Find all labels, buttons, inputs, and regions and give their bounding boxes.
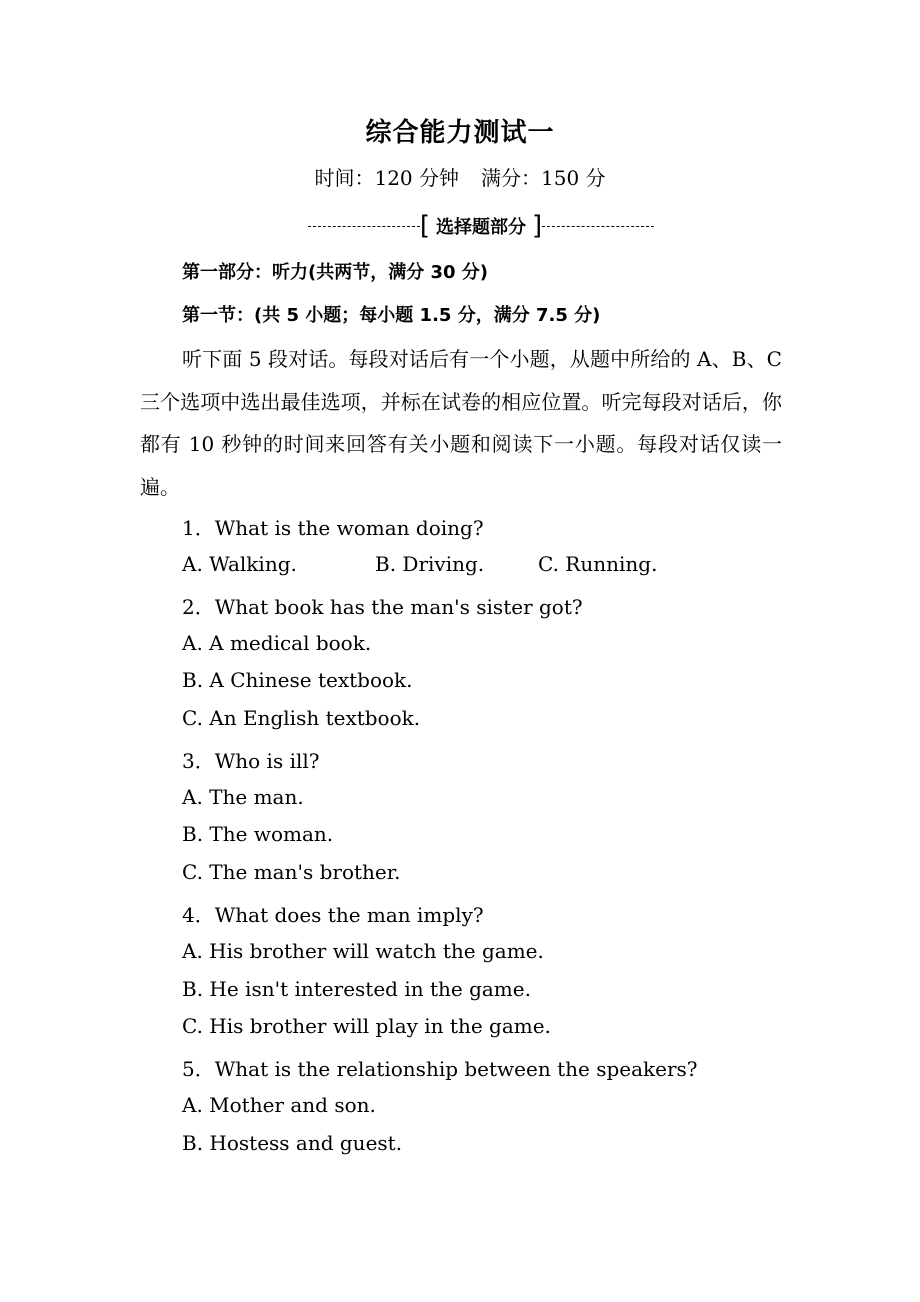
option-a: A. His brother will watch the game. xyxy=(182,939,544,963)
section-banner-label: 选择题部分 xyxy=(436,217,526,238)
question-stem: 1．What is the woman doing? xyxy=(182,516,484,540)
option-c: C. Running. xyxy=(538,552,658,576)
option-b: B. Driving. xyxy=(375,552,485,576)
option-a: A. Mother and son. xyxy=(182,1093,376,1117)
option-b: B. The woman. xyxy=(182,822,334,846)
question-stem: 4．What does the man imply? xyxy=(182,903,484,927)
page-title: 综合能力测试一 xyxy=(365,118,555,148)
banner-left-dashes xyxy=(308,226,420,227)
option-b: B. A Chinese textbook. xyxy=(182,668,413,692)
part1-heading: 第一部分：听力(共两节，满分 30 分) xyxy=(182,262,489,283)
option-a: A. Walking. xyxy=(182,552,297,576)
score-label: 满分：150 分 xyxy=(481,166,606,190)
question-stem: 5．What is the relationship between the speakers? xyxy=(182,1057,698,1081)
question-options xyxy=(182,552,657,576)
exam-meta xyxy=(0,162,920,191)
option-a: A. A medical book. xyxy=(182,631,372,655)
section-banner xyxy=(308,208,654,244)
option-c: C. His brother will play in the game. xyxy=(182,1014,551,1038)
option-c: C. The man's brother. xyxy=(182,860,401,884)
option-c: C. An English textbook. xyxy=(182,706,421,730)
option-a: A. The man. xyxy=(182,785,304,809)
instructions-paragraph: 听下面 5 段对话。每段对话后有一个小题，从题中所给的 A、B、C 三个选项中选出最佳选项，并标在试卷的相应位置。听完每段对话后，你都有 10 秒钟的时间来回答有关小题和阅读下一小题。每段对话仅读一遍。 xyxy=(140,347,782,499)
time-label: 时间：120 分钟 xyxy=(314,166,459,190)
option-b: B. Hostess and guest. xyxy=(182,1131,403,1155)
option-b: B. He isn't interested in the game. xyxy=(182,977,531,1001)
question-stem: 2．What book has the man's sister got? xyxy=(182,595,583,619)
banner-left-bracket: [ xyxy=(419,211,430,241)
banner-right-dashes xyxy=(542,226,654,227)
question-stem: 3．Who is ill? xyxy=(182,749,320,773)
section1-heading: 第一节：(共 5 小题；每小题 1.5 分，满分 7.5 分) xyxy=(182,305,601,326)
banner-right-bracket: ] xyxy=(532,211,543,241)
